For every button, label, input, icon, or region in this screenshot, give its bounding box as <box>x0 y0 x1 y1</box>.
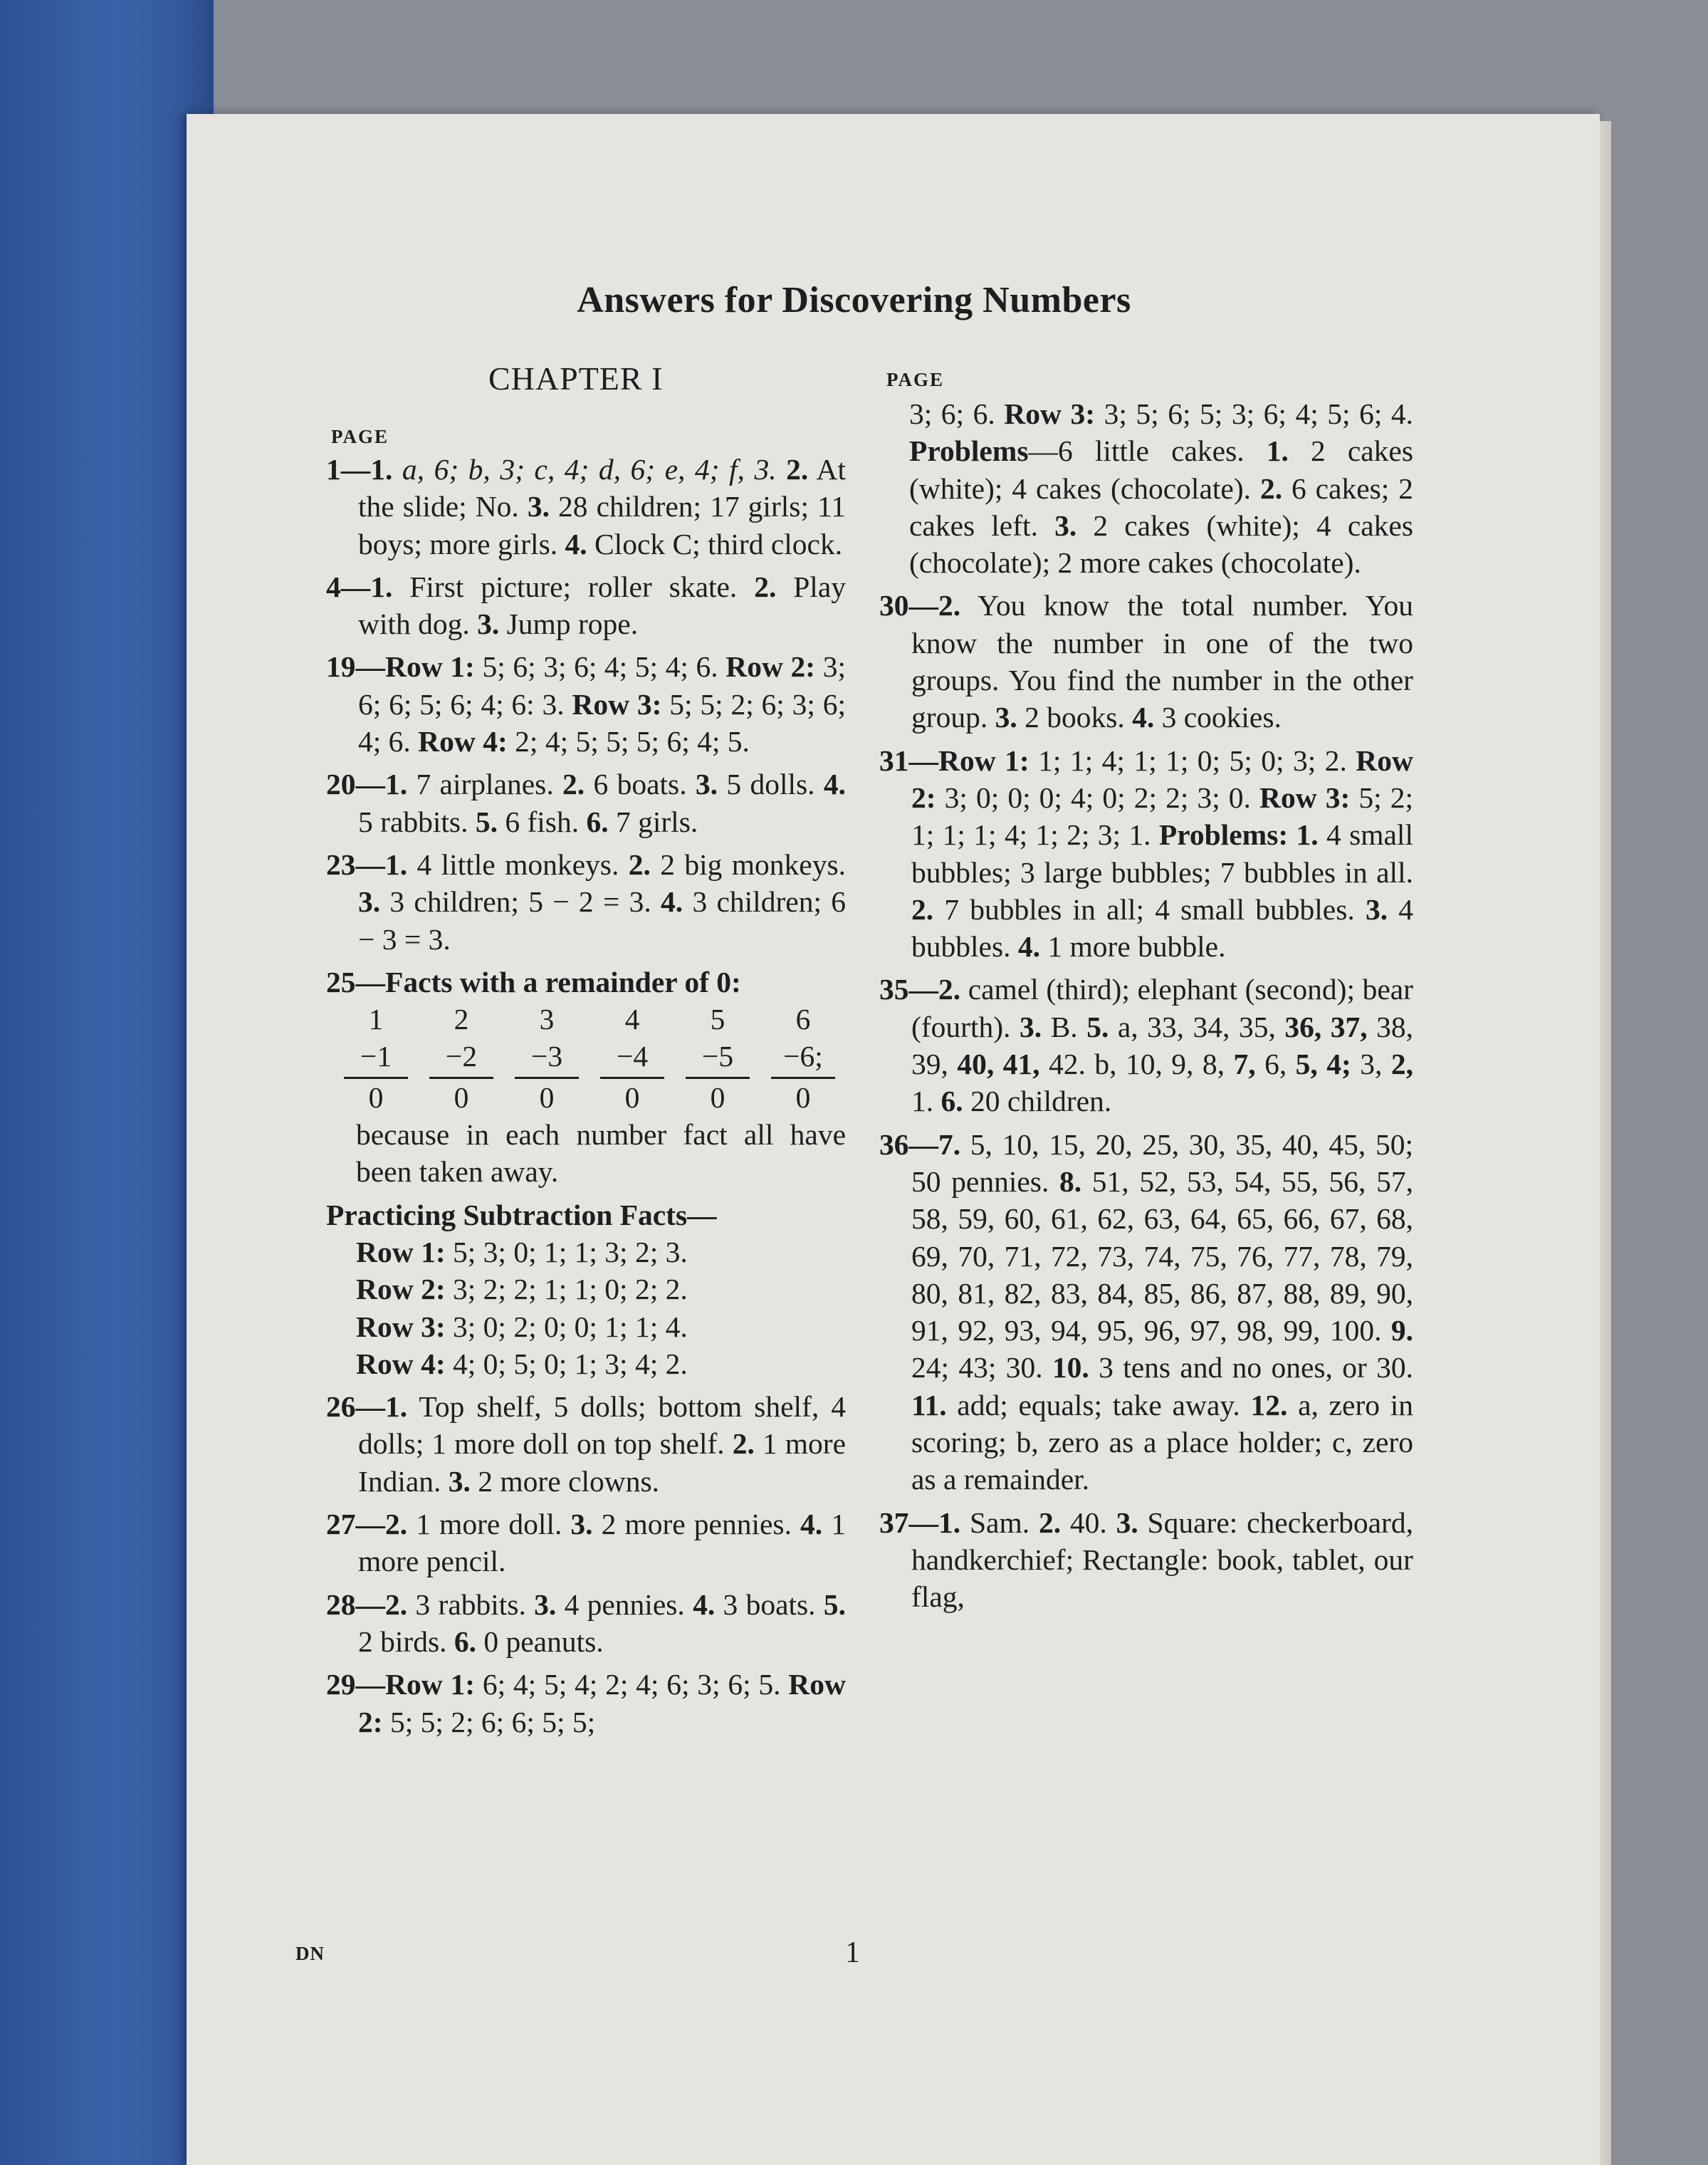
chapter-heading: CHAPTER I <box>488 360 664 397</box>
answer-page-19: 19—Row 1: 5; 6; 3; 6; 4; 5; 4; 6. Row 2: 3; 6; 6; 5; 6; 4; 6: 3. Row 3: 5; 5; 2; 6; 3; 6; 4; 6. Row 4: 2; 4; 5; 5; 5; 6; 4; 5. <box>326 650 846 758</box>
subtraction-facts-remainder-zero <box>344 1001 835 1116</box>
right-answer-column <box>879 395 1413 1622</box>
practice-row-3: Row 3: 3; 0; 2; 0; 0; 1; 1; 4. <box>356 1310 688 1343</box>
answer-page-1: 1—1. a, 6; b, 3; c, 4; d, 6; e, 4; f, 3. 2. At the slide; No. 3. 28 children; 17 girls; 11 boys; more girls. 4. Clock C; third clock. <box>326 453 846 560</box>
practice-row-2: Row 2: 3; 2; 2; 1; 1; 0; 2; 2. <box>356 1273 688 1306</box>
answer-page-29: 29—Row 1: 6; 4; 5; 4; 2; 4; 6; 3; 6; 5. Row 2: 5; 5; 2; 6; 6; 5; 5; <box>326 1668 846 1738</box>
answer-page-28: 28—2. 3 rabbits. 3. 4 pennies. 4. 3 boats. 5. 2 birds. 6. 0 peanuts. <box>326 1587 846 1658</box>
practice-row-4: Row 4: 4; 0; 5; 0; 1; 3; 4; 2. <box>356 1347 688 1380</box>
answer-page-25-text: because in each number fact all have been taken away. <box>356 1118 846 1189</box>
footer-book-code: DN <box>295 1943 325 1964</box>
answer-page-25-heading: 25—Facts with a remainder of 0: <box>326 965 741 998</box>
fact-1: 1 −1 0 <box>344 1001 408 1116</box>
fact-4: 4 −4 0 <box>600 1001 664 1116</box>
answer-page-30: 30—2. You know the total number. You know the number in one of the two groups. You find the number in the other group. 3. 2 books. 4. 3 cookies. <box>879 589 1413 734</box>
answer-page-20: 20—1. 7 airplanes. 2. 6 boats. 3. 5 dolls. 4. 5 rabbits. 5. 6 fish. 6. 7 girls. <box>326 768 846 838</box>
answer-page-36: 36—7. 5, 10, 15, 20, 25, 30, 35, 40, 45, 50; 50 pennies. 8. 51, 52, 53, 54, 55, 56, 57, 58, 59, 60, 61, 62, 63, 64, 65, 66, 67, 68, 69, 70, 71, 72, 73, 74, 75, 76, 77, 78, 79, 80, 81, 82, 83, 84, 85, 86, 87, 88, 89, 90, 91, 92, 93, 94, 95, 96, 97, 98, 99, 100. 9. 24; 43; 30. 10. 3 tens and no ones, or 30. 11. add; equals; take away. 12. a, zero in scoring; b, zero as a place holder; c, zero as a remainder. <box>879 1127 1414 1496</box>
answer-page-31: 31—Row 1: 1; 1; 4; 1; 1; 0; 5; 0; 3; 2. Row 2: 3; 0; 0; 0; 4; 0; 2; 2; 3; 0. Row 3: 5; 2; 1; 1; 1; 4; 1; 2; 3; 1. Problems: 1. 4 small bubbles; 3 large bubbles; 7 bubbles in all. 2. 7 bubbles in all; 4 small bubbles. 3. 4 bubbles. 4. 1 more bubble. <box>879 744 1414 964</box>
answer-page-27: 27—2. 1 more doll. 3. 2 more pennies. 4. 1 more pencil. <box>326 1508 846 1578</box>
answer-page-37: 37—1. Sam. 2. 40. 3. Square: checkerboard, handkerchief; Rectangle: book, tablet, our flag, <box>879 1506 1414 1614</box>
practicing-subtraction-heading: Practicing Subtraction Facts— <box>326 1198 717 1231</box>
answer-page-29-continued: 3; 6; 6. Row 3: 3; 5; 6; 5; 3; 6; 4; 5; 6; 4. Problems—6 little cakes. 1. 2 cakes (white); 4 cakes (chocolate). 2. 6 cakes; 2 cakes left. 3. 2 cakes (white); 4 cakes (chocolate); 2 more cakes (chocolate). <box>909 397 1414 580</box>
page-edge <box>1600 121 1611 2165</box>
answer-page-35: 35—2. camel (third); elephant (second); bear (fourth). 3. B. 5. a, 33, 34, 35, 36, 37, 38, 39, 40, 41, 42. b, 10, 9, 8, 7, 6, 5, 4; 3, 2, 1. 6. 20 children. <box>879 973 1414 1118</box>
answer-page-26: 26—1. Top shelf, 5 dolls; bottom shelf, 4 dolls; 1 more doll on top shelf. 2. 1 more Indian. 3. 2 more clowns. <box>326 1390 846 1498</box>
fact-3: 3 −3 0 <box>515 1001 579 1116</box>
page-column-label-right: PAGE <box>886 369 944 390</box>
fact-6: 6 −6; 0 <box>771 1001 835 1116</box>
page-column-label-left: PAGE <box>331 426 389 447</box>
fact-2: 2 −2 0 <box>429 1001 493 1116</box>
answer-page-23: 23—1. 4 little monkeys. 2. 2 big monkeys. 3. 3 children; 5 − 2 = 3. 4. 3 children; 6 − 3 = 3. <box>326 847 847 956</box>
booklet-blue-cover <box>0 0 214 2165</box>
fact-5: 5 −5 0 <box>686 1001 750 1116</box>
practice-row-1: Row 1: 5; 3; 0; 1; 1; 3; 2; 3. <box>356 1235 688 1268</box>
answer-page-4: 4—1. First picture; roller skate. 2. Play with dog. 3. Jump rope. <box>326 570 846 641</box>
page-title: Answers for Discovering Numbers <box>577 280 1131 320</box>
left-answer-column <box>326 451 846 1746</box>
footer-page-number: 1 <box>845 1936 860 1969</box>
